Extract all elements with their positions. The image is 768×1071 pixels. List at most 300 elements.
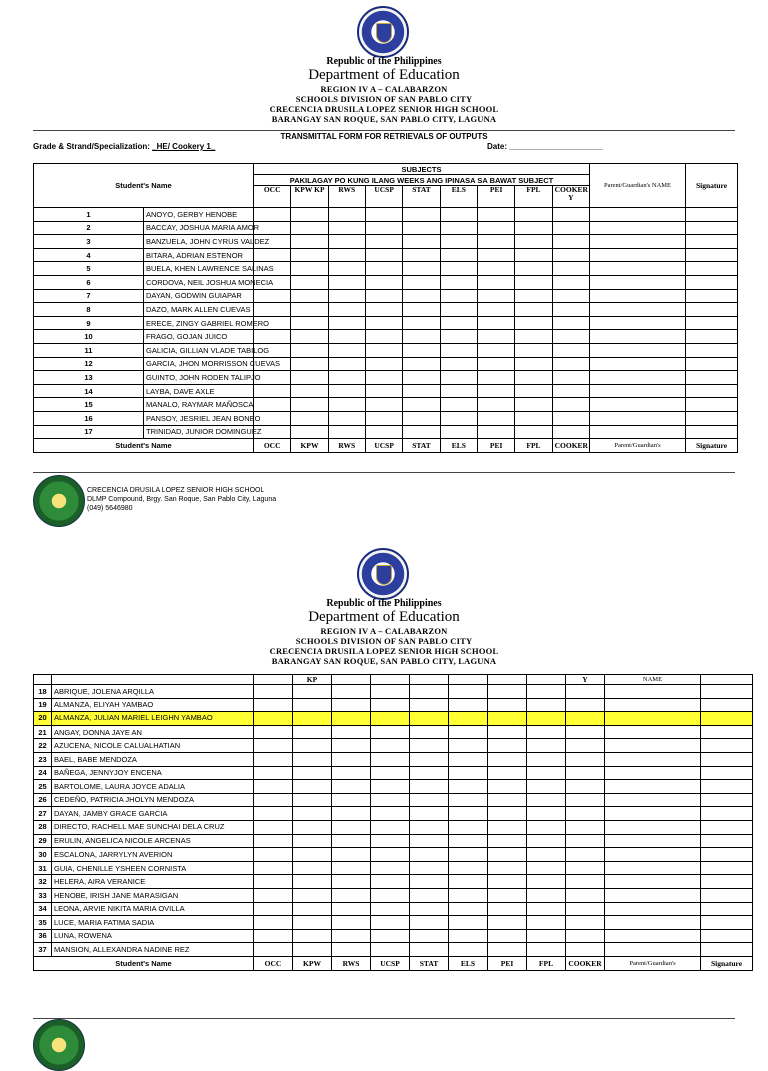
subject-cell[interactable] [254, 780, 293, 794]
subject-cell[interactable] [328, 235, 365, 249]
subject-cell[interactable] [449, 793, 488, 807]
subject-cell[interactable] [552, 303, 589, 317]
subject-cell[interactable] [449, 929, 488, 943]
subject-cell[interactable] [365, 398, 402, 412]
subject-cell[interactable] [328, 371, 365, 385]
subject-cell[interactable] [291, 275, 328, 289]
subject-cell[interactable] [371, 916, 410, 930]
subject-cell[interactable] [371, 861, 410, 875]
parent-name-cell[interactable] [605, 929, 701, 943]
parent-name-cell[interactable] [605, 848, 701, 862]
subject-cell[interactable] [403, 316, 440, 330]
subject-cell[interactable] [254, 398, 291, 412]
subject-cell[interactable] [291, 425, 328, 439]
subject-cell[interactable] [293, 780, 332, 794]
subject-cell[interactable] [365, 384, 402, 398]
subject-cell[interactable] [371, 793, 410, 807]
subject-cell[interactable] [527, 725, 566, 739]
subject-cell[interactable] [293, 807, 332, 821]
subject-cell[interactable] [291, 316, 328, 330]
signature-cell[interactable] [701, 780, 753, 794]
subject-cell[interactable] [566, 929, 605, 943]
parent-name-cell[interactable] [590, 248, 686, 262]
subject-cell[interactable] [403, 371, 440, 385]
subject-cell[interactable] [488, 780, 527, 794]
subject-cell[interactable] [477, 275, 514, 289]
subject-cell[interactable] [552, 235, 589, 249]
subject-cell[interactable] [332, 916, 371, 930]
subject-cell[interactable] [488, 766, 527, 780]
parent-name-cell[interactable] [605, 698, 701, 712]
parent-name-cell[interactable] [605, 807, 701, 821]
subject-cell[interactable] [488, 793, 527, 807]
parent-name-cell[interactable] [590, 303, 686, 317]
signature-cell[interactable] [701, 834, 753, 848]
subject-cell[interactable] [332, 685, 371, 699]
subject-cell[interactable] [440, 425, 477, 439]
subject-cell[interactable] [365, 357, 402, 371]
subject-cell[interactable] [410, 807, 449, 821]
subject-cell[interactable] [328, 316, 365, 330]
subject-cell[interactable] [371, 725, 410, 739]
subject-cell[interactable] [332, 698, 371, 712]
subject-cell[interactable] [365, 248, 402, 262]
subject-cell[interactable] [515, 221, 552, 235]
subject-cell[interactable] [332, 820, 371, 834]
subject-cell[interactable] [332, 888, 371, 902]
subject-cell[interactable] [291, 221, 328, 235]
subject-cell[interactable] [403, 357, 440, 371]
signature-cell[interactable] [686, 330, 738, 344]
subject-cell[interactable] [254, 793, 293, 807]
subject-cell[interactable] [488, 929, 527, 943]
subject-cell[interactable] [403, 275, 440, 289]
subject-cell[interactable] [552, 316, 589, 330]
subject-cell[interactable] [371, 807, 410, 821]
parent-name-cell[interactable] [605, 766, 701, 780]
subject-cell[interactable] [527, 807, 566, 821]
subject-cell[interactable] [527, 739, 566, 753]
subject-cell[interactable] [365, 262, 402, 276]
subject-cell[interactable] [515, 330, 552, 344]
subject-cell[interactable] [332, 834, 371, 848]
subject-cell[interactable] [488, 807, 527, 821]
subject-cell[interactable] [477, 316, 514, 330]
subject-cell[interactable] [488, 752, 527, 766]
signature-cell[interactable] [701, 725, 753, 739]
subject-cell[interactable] [477, 303, 514, 317]
subject-cell[interactable] [552, 208, 589, 222]
subject-cell[interactable] [449, 752, 488, 766]
subject-cell[interactable] [328, 357, 365, 371]
subject-cell[interactable] [403, 221, 440, 235]
subject-cell[interactable] [440, 248, 477, 262]
subject-cell[interactable] [293, 902, 332, 916]
signature-cell[interactable] [701, 861, 753, 875]
subject-cell[interactable] [293, 916, 332, 930]
subject-cell[interactable] [410, 752, 449, 766]
subject-cell[interactable] [371, 834, 410, 848]
signature-cell[interactable] [701, 943, 753, 957]
subject-cell[interactable] [527, 780, 566, 794]
subject-cell[interactable] [410, 834, 449, 848]
subject-cell[interactable] [254, 766, 293, 780]
parent-name-cell[interactable] [590, 316, 686, 330]
subject-cell[interactable] [410, 698, 449, 712]
subject-cell[interactable] [291, 303, 328, 317]
subject-cell[interactable] [488, 725, 527, 739]
subject-cell[interactable] [527, 916, 566, 930]
subject-cell[interactable] [515, 357, 552, 371]
parent-name-cell[interactable] [590, 398, 686, 412]
subject-cell[interactable] [254, 861, 293, 875]
subject-cell[interactable] [328, 303, 365, 317]
subject-cell[interactable] [440, 208, 477, 222]
subject-cell[interactable] [527, 793, 566, 807]
parent-name-cell[interactable] [590, 357, 686, 371]
subject-cell[interactable] [328, 248, 365, 262]
subject-cell[interactable] [328, 275, 365, 289]
subject-cell[interactable] [332, 848, 371, 862]
subject-cell[interactable] [254, 712, 293, 726]
subject-cell[interactable] [365, 371, 402, 385]
signature-cell[interactable] [686, 275, 738, 289]
subject-cell[interactable] [566, 739, 605, 753]
subject-cell[interactable] [477, 289, 514, 303]
subject-cell[interactable] [291, 289, 328, 303]
subject-cell[interactable] [291, 357, 328, 371]
subject-cell[interactable] [254, 929, 293, 943]
subject-cell[interactable] [477, 411, 514, 425]
subject-cell[interactable] [254, 807, 293, 821]
parent-name-cell[interactable] [590, 208, 686, 222]
subject-cell[interactable] [254, 289, 291, 303]
parent-name-cell[interactable] [605, 888, 701, 902]
subject-cell[interactable] [527, 752, 566, 766]
subject-cell[interactable] [566, 766, 605, 780]
subject-cell[interactable] [552, 262, 589, 276]
subject-cell[interactable] [291, 262, 328, 276]
signature-cell[interactable] [686, 235, 738, 249]
subject-cell[interactable] [254, 221, 291, 235]
subject-cell[interactable] [293, 712, 332, 726]
subject-cell[interactable] [403, 425, 440, 439]
subject-cell[interactable] [332, 793, 371, 807]
subject-cell[interactable] [515, 208, 552, 222]
subject-cell[interactable] [515, 248, 552, 262]
subject-cell[interactable] [449, 848, 488, 862]
subject-cell[interactable] [566, 834, 605, 848]
subject-cell[interactable] [449, 861, 488, 875]
subject-cell[interactable] [332, 780, 371, 794]
subject-cell[interactable] [477, 371, 514, 385]
subject-cell[interactable] [291, 248, 328, 262]
subject-cell[interactable] [365, 289, 402, 303]
subject-cell[interactable] [515, 343, 552, 357]
subject-cell[interactable] [477, 425, 514, 439]
subject-cell[interactable] [365, 330, 402, 344]
subject-cell[interactable] [449, 698, 488, 712]
subject-cell[interactable] [449, 902, 488, 916]
subject-cell[interactable] [449, 888, 488, 902]
subject-cell[interactable] [371, 875, 410, 889]
parent-name-cell[interactable] [590, 411, 686, 425]
signature-cell[interactable] [701, 739, 753, 753]
subject-cell[interactable] [449, 766, 488, 780]
subject-cell[interactable] [291, 411, 328, 425]
subject-cell[interactable] [552, 275, 589, 289]
subject-cell[interactable] [477, 248, 514, 262]
signature-cell[interactable] [686, 316, 738, 330]
subject-cell[interactable] [410, 820, 449, 834]
signature-cell[interactable] [686, 357, 738, 371]
subject-cell[interactable] [365, 411, 402, 425]
subject-cell[interactable] [449, 943, 488, 957]
signature-cell[interactable] [701, 807, 753, 821]
signature-cell[interactable] [686, 411, 738, 425]
subject-cell[interactable] [527, 943, 566, 957]
subject-cell[interactable] [371, 888, 410, 902]
subject-cell[interactable] [488, 861, 527, 875]
signature-cell[interactable] [701, 766, 753, 780]
subject-cell[interactable] [515, 289, 552, 303]
subject-cell[interactable] [515, 303, 552, 317]
subject-cell[interactable] [488, 875, 527, 889]
signature-cell[interactable] [686, 262, 738, 276]
subject-cell[interactable] [552, 371, 589, 385]
signature-cell[interactable] [701, 875, 753, 889]
subject-cell[interactable] [328, 262, 365, 276]
subject-cell[interactable] [566, 712, 605, 726]
subject-cell[interactable] [515, 235, 552, 249]
parent-name-cell[interactable] [605, 834, 701, 848]
subject-cell[interactable] [488, 739, 527, 753]
subject-cell[interactable] [440, 357, 477, 371]
subject-cell[interactable] [488, 712, 527, 726]
subject-cell[interactable] [527, 834, 566, 848]
grade-value[interactable]: _HE/ Cookery 1_ [152, 142, 216, 151]
subject-cell[interactable] [477, 235, 514, 249]
parent-name-cell[interactable] [605, 902, 701, 916]
subject-cell[interactable] [293, 929, 332, 943]
subject-cell[interactable] [365, 425, 402, 439]
subject-cell[interactable] [488, 916, 527, 930]
subject-cell[interactable] [527, 861, 566, 875]
subject-cell[interactable] [371, 712, 410, 726]
subject-cell[interactable] [449, 739, 488, 753]
subject-cell[interactable] [515, 398, 552, 412]
subject-cell[interactable] [410, 780, 449, 794]
parent-name-cell[interactable] [605, 793, 701, 807]
subject-cell[interactable] [449, 685, 488, 699]
parent-name-cell[interactable] [590, 330, 686, 344]
subject-cell[interactable] [566, 793, 605, 807]
parent-name-cell[interactable] [605, 725, 701, 739]
parent-name-cell[interactable] [590, 275, 686, 289]
subject-cell[interactable] [254, 943, 293, 957]
subject-cell[interactable] [332, 712, 371, 726]
parent-name-cell[interactable] [590, 262, 686, 276]
subject-cell[interactable] [410, 848, 449, 862]
subject-cell[interactable] [566, 752, 605, 766]
subject-cell[interactable] [477, 384, 514, 398]
subject-cell[interactable] [293, 752, 332, 766]
subject-cell[interactable] [488, 820, 527, 834]
subject-cell[interactable] [449, 725, 488, 739]
parent-name-cell[interactable] [590, 371, 686, 385]
subject-cell[interactable] [410, 929, 449, 943]
subject-cell[interactable] [527, 685, 566, 699]
subject-cell[interactable] [440, 316, 477, 330]
subject-cell[interactable] [440, 289, 477, 303]
subject-cell[interactable] [566, 807, 605, 821]
subject-cell[interactable] [488, 685, 527, 699]
subject-cell[interactable] [449, 780, 488, 794]
parent-name-cell[interactable] [605, 739, 701, 753]
parent-name-cell[interactable] [590, 289, 686, 303]
signature-cell[interactable] [701, 848, 753, 862]
subject-cell[interactable] [440, 275, 477, 289]
parent-name-cell[interactable] [590, 235, 686, 249]
signature-cell[interactable] [686, 371, 738, 385]
subject-cell[interactable] [365, 235, 402, 249]
subject-cell[interactable] [365, 208, 402, 222]
subject-cell[interactable] [291, 208, 328, 222]
subject-cell[interactable] [293, 848, 332, 862]
subject-cell[interactable] [440, 221, 477, 235]
subject-cell[interactable] [254, 208, 291, 222]
signature-cell[interactable] [686, 248, 738, 262]
subject-cell[interactable] [527, 888, 566, 902]
subject-cell[interactable] [332, 929, 371, 943]
subject-cell[interactable] [365, 221, 402, 235]
subject-cell[interactable] [477, 398, 514, 412]
subject-cell[interactable] [328, 208, 365, 222]
subject-cell[interactable] [371, 820, 410, 834]
subject-cell[interactable] [488, 943, 527, 957]
subject-cell[interactable] [488, 902, 527, 916]
subject-cell[interactable] [371, 902, 410, 916]
subject-cell[interactable] [527, 929, 566, 943]
parent-name-cell[interactable] [605, 820, 701, 834]
signature-cell[interactable] [701, 916, 753, 930]
subject-cell[interactable] [527, 875, 566, 889]
subject-cell[interactable] [488, 698, 527, 712]
subject-cell[interactable] [293, 766, 332, 780]
subject-cell[interactable] [254, 848, 293, 862]
subject-cell[interactable] [410, 739, 449, 753]
subject-cell[interactable] [552, 357, 589, 371]
subject-cell[interactable] [527, 698, 566, 712]
subject-cell[interactable] [291, 330, 328, 344]
subject-cell[interactable] [254, 330, 291, 344]
subject-cell[interactable] [332, 725, 371, 739]
parent-name-cell[interactable] [605, 780, 701, 794]
subject-cell[interactable] [371, 739, 410, 753]
subject-cell[interactable] [371, 698, 410, 712]
subject-cell[interactable] [566, 875, 605, 889]
subject-cell[interactable] [365, 343, 402, 357]
subject-cell[interactable] [410, 943, 449, 957]
subject-cell[interactable] [515, 384, 552, 398]
signature-cell[interactable] [686, 303, 738, 317]
subject-cell[interactable] [449, 820, 488, 834]
subject-cell[interactable] [365, 316, 402, 330]
subject-cell[interactable] [293, 793, 332, 807]
subject-cell[interactable] [403, 262, 440, 276]
subject-cell[interactable] [293, 861, 332, 875]
subject-cell[interactable] [566, 861, 605, 875]
signature-cell[interactable] [686, 425, 738, 439]
subject-cell[interactable] [566, 725, 605, 739]
signature-cell[interactable] [686, 384, 738, 398]
subject-cell[interactable] [254, 685, 293, 699]
signature-cell[interactable] [686, 398, 738, 412]
subject-cell[interactable] [293, 725, 332, 739]
signature-cell[interactable] [701, 752, 753, 766]
subject-cell[interactable] [566, 780, 605, 794]
subject-cell[interactable] [552, 221, 589, 235]
subject-cell[interactable] [332, 861, 371, 875]
subject-cell[interactable] [477, 330, 514, 344]
subject-cell[interactable] [449, 834, 488, 848]
subject-cell[interactable] [254, 820, 293, 834]
subject-cell[interactable] [515, 262, 552, 276]
subject-cell[interactable] [410, 685, 449, 699]
subject-cell[interactable] [332, 739, 371, 753]
subject-cell[interactable] [371, 780, 410, 794]
subject-cell[interactable] [566, 820, 605, 834]
subject-cell[interactable] [410, 916, 449, 930]
subject-cell[interactable] [293, 739, 332, 753]
subject-cell[interactable] [552, 411, 589, 425]
subject-cell[interactable] [403, 330, 440, 344]
signature-cell[interactable] [686, 343, 738, 357]
subject-cell[interactable] [328, 425, 365, 439]
subject-cell[interactable] [371, 848, 410, 862]
subject-cell[interactable] [291, 235, 328, 249]
subject-cell[interactable] [403, 411, 440, 425]
subject-cell[interactable] [440, 411, 477, 425]
subject-cell[interactable] [449, 875, 488, 889]
signature-cell[interactable] [686, 289, 738, 303]
subject-cell[interactable] [254, 303, 291, 317]
subject-cell[interactable] [477, 221, 514, 235]
signature-cell[interactable] [686, 208, 738, 222]
parent-name-cell[interactable] [605, 943, 701, 957]
subject-cell[interactable] [332, 875, 371, 889]
signature-cell[interactable] [701, 820, 753, 834]
subject-cell[interactable] [527, 902, 566, 916]
subject-cell[interactable] [403, 248, 440, 262]
subject-cell[interactable] [527, 712, 566, 726]
parent-name-cell[interactable] [605, 875, 701, 889]
subject-cell[interactable] [403, 208, 440, 222]
parent-name-cell[interactable] [605, 752, 701, 766]
subject-cell[interactable] [527, 848, 566, 862]
subject-cell[interactable] [254, 916, 293, 930]
parent-name-cell[interactable] [605, 685, 701, 699]
subject-cell[interactable] [552, 343, 589, 357]
signature-cell[interactable] [701, 712, 753, 726]
subject-cell[interactable] [293, 875, 332, 889]
subject-cell[interactable] [440, 371, 477, 385]
subject-cell[interactable] [291, 384, 328, 398]
subject-cell[interactable] [440, 398, 477, 412]
subject-cell[interactable] [566, 943, 605, 957]
subject-cell[interactable] [293, 698, 332, 712]
subject-cell[interactable] [328, 289, 365, 303]
